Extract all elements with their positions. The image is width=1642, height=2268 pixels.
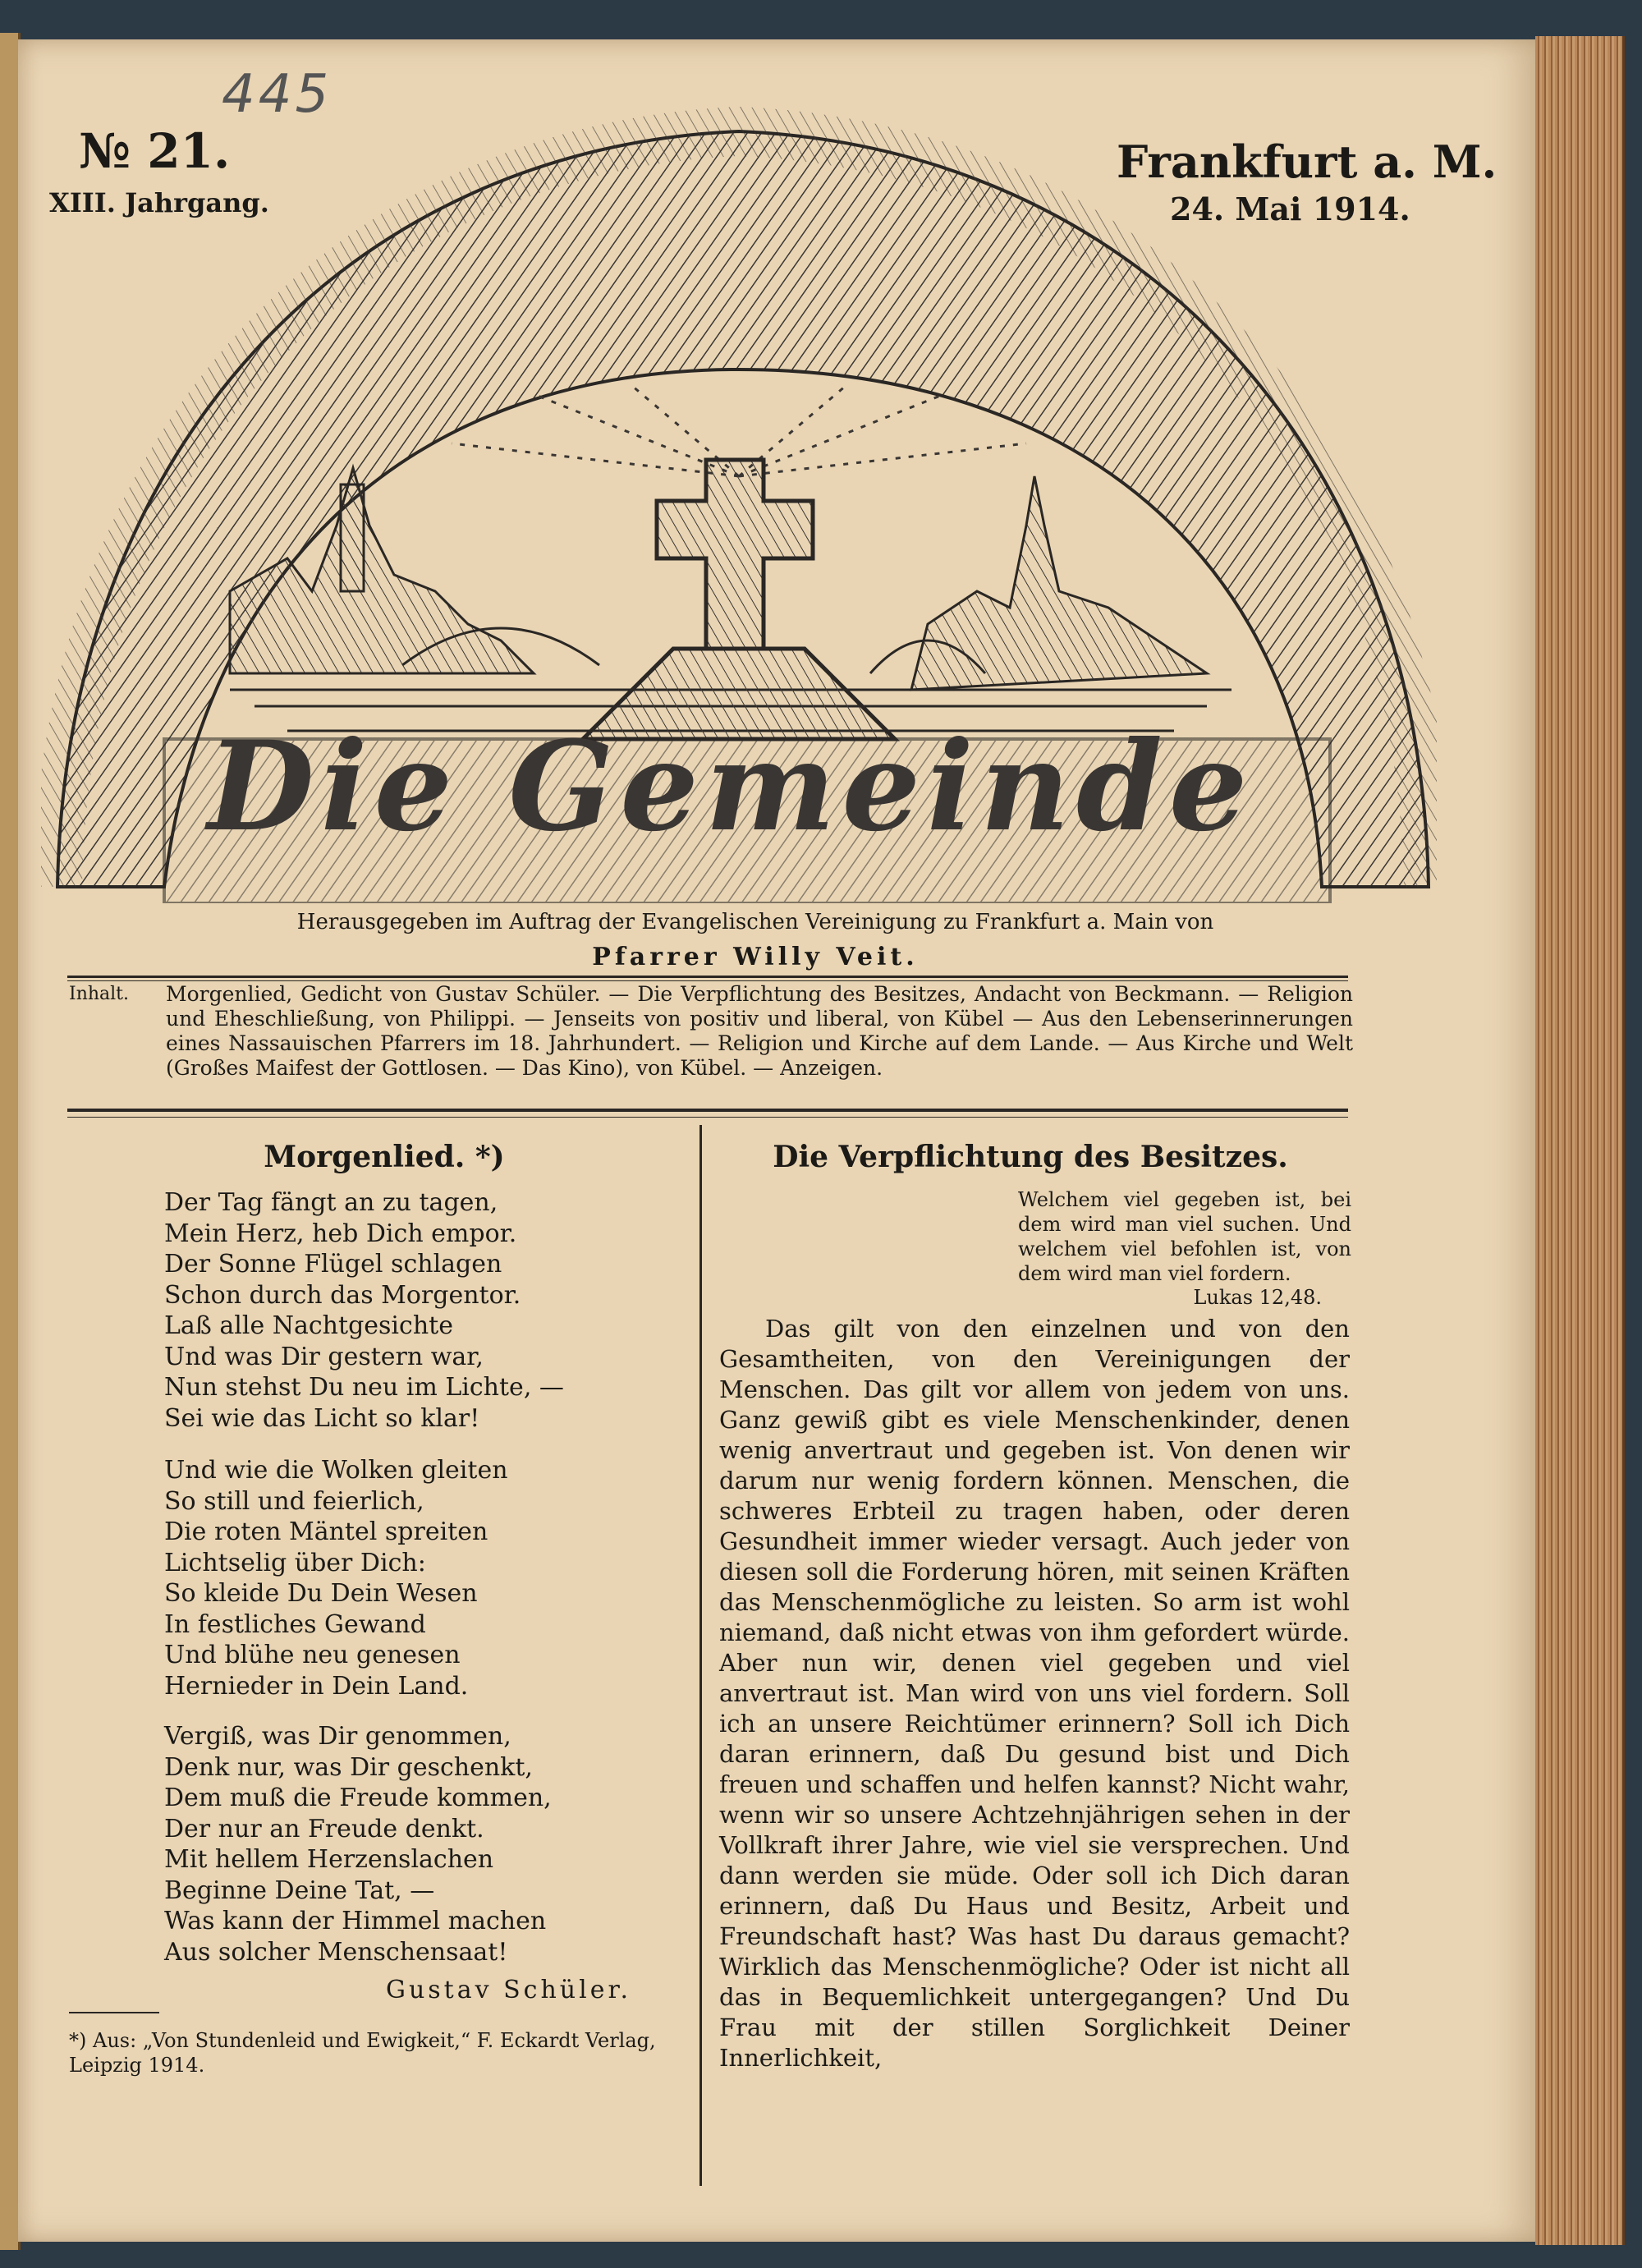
- poem-line: Mit hellem Herzenslachen: [164, 1845, 494, 1874]
- poem-line: Laß alle Nachtgesichte: [164, 1311, 453, 1340]
- poem-line: So still und feierlich,: [164, 1486, 424, 1516]
- poem-line: Und wie die Wolken gleiten: [164, 1456, 508, 1485]
- poem-line: In festliches Gewand: [164, 1609, 426, 1639]
- contents-rule: [67, 1109, 1348, 1112]
- publication-place: Frankfurt a. M.: [1117, 135, 1498, 188]
- poem-line: Die roten Mäntel spreiten: [164, 1517, 488, 1546]
- top-rule-thin: [67, 980, 1348, 981]
- contents-label: Inhalt.: [69, 984, 130, 1004]
- contents-rule-thin: [67, 1117, 1348, 1118]
- article-title: Die Verpflichtung des Besitzes.: [773, 1140, 1288, 1174]
- footnote-rule: [69, 2012, 159, 2013]
- poem-stanza-3: [164, 1721, 690, 1967]
- poem-line: Beginne Deine Tat, —: [164, 1875, 435, 1905]
- poem-line: So kleide Du Dein Wesen: [164, 1579, 478, 1608]
- masthead-title: Die Gemeinde: [207, 714, 1254, 859]
- poem-stanza-2: [164, 1455, 690, 1701]
- poem-line: Nun stehst Du neu im Lichte, —: [164, 1373, 564, 1402]
- issue-number: № 21.: [79, 123, 231, 179]
- poem-line: Und was Dir gestern war,: [164, 1342, 484, 1371]
- top-rule: [67, 976, 1348, 978]
- article-epigraph: Welchem viel gegeben ist, bei dem wird man viel suchen. Und welchem viel befohlen ist, von dem wird man viel fordern.: [1018, 1188, 1351, 1285]
- epigraph-source: Lukas 12,48.: [1193, 1286, 1322, 1309]
- editor-line: Pfarrer Willy Veit.: [592, 943, 919, 971]
- poem-line: Hernieder in Dein Land.: [164, 1671, 469, 1701]
- archive-number: 445: [222, 64, 333, 125]
- volume-label: XIII. Jahrgang.: [49, 187, 269, 218]
- poem-line: Dem muß die Freude kommen,: [164, 1784, 552, 1812]
- poem-line: Mein Herz, heb Dich empor.: [164, 1219, 517, 1248]
- poem-line: Denk nur, was Dir geschenkt,: [164, 1752, 533, 1782]
- poem-author: Gustav Schüler.: [386, 1976, 632, 2004]
- poem-line: Sei wie das Licht so klar!: [164, 1403, 480, 1433]
- article-body: Das gilt von den einzelnen und von den Gesamtheiten, von den Vereinigungen der Menschen. Das gilt vor allem von jedem von uns. Ganz gewiß gibt es viele Menschenkinder, denen wenig anvertraut und gegeben ist. Von denen wir darum nur wenig fordern können. Menschen, die schweres Erbteil zu tragen haben, oder deren Gesundheit immer wieder versagt. Auch jeder von diesen soll die Forderung hören, mit seinen Kräften das Menschenmögliche zu leisten. So arm ist wohl niemand, daß nicht etwas von ihm gefordert würde. Aber nun wir, denen viel gegeben und viel anvertraut ist. Man wird von uns viel fordern. Soll ich an unsere Reichtümer erinnern? Soll ich Dich daran erinnern, daß Du gesund bist und Dich freuen und schaffen und helfen kannst? Nicht wahr, wenn wir so unsere Achtzehnjährigen sehen in der Vollkraft ihrer Jahre, wie viel sie versprechen. Und dann werden sie müde. Oder soll ich Dich daran erinnern, daß Du Haus und Besitz, Arbeit und Freundschaft hast? Was hast Du daraus gemacht? Wirklich das Menschenmögliche? Oder ist nicht all das in Bequemlichkeit untergegangen? Und Du Frau mit der stillen Sorglichkeit Deiner Innerlichkeit,: [719, 1315, 1350, 2072]
- poem-line: Vergiß, was Dir genommen,: [164, 1722, 511, 1751]
- poem-line: Der nur an Freude denkt.: [164, 1814, 484, 1843]
- poem-line: Schon durch das Morgentor.: [164, 1280, 521, 1310]
- poem-stanza-1: [164, 1187, 690, 1434]
- poem-line: Und blühe neu genesen: [164, 1641, 461, 1669]
- poem-line: Aus solcher Menschensaat!: [164, 1937, 508, 1967]
- poem-line: Lichtselig über Dich:: [164, 1548, 426, 1577]
- publication-date: 24. Mai 1914.: [1170, 191, 1410, 227]
- publisher-line: Herausgegeben im Auftrag der Evangelischen Vereinigung zu Frankfurt a. Main von: [296, 910, 1214, 934]
- column-divider: [699, 1125, 702, 2186]
- poem-title: Morgenlied. *): [264, 1140, 505, 1174]
- poem-footnote: *) Aus: „Von Stundenleid und Ewigkeit,“ F. Eckardt Verlag, Leipzig 1914.: [69, 2029, 656, 2077]
- poem-line: Der Tag fängt an zu tagen,: [164, 1188, 498, 1217]
- poem-line: Der Sonne Flügel schlagen: [164, 1250, 502, 1279]
- table-of-contents: Morgenlied, Gedicht von Gustav Schüler. — Die Verpflichtung des Besitzes, Andacht von Beckmann. — Religion und Eheschließung, von Philippi. — Jenseits von positiv und liberal, von Kübel — Aus den Lebenserinnerungen eines Nassauischen Pfarrers im 18. Jahrhundert. — Religion und Kirche auf dem Lande. — Aus Kirche und Welt (Großes Maifest der Gottlosen. — Das Kino), von Kübel. — Anzeigen.: [166, 982, 1353, 1080]
- poem-line: Was kann der Himmel machen: [164, 1907, 547, 1935]
- page-edges: [1535, 36, 1625, 2245]
